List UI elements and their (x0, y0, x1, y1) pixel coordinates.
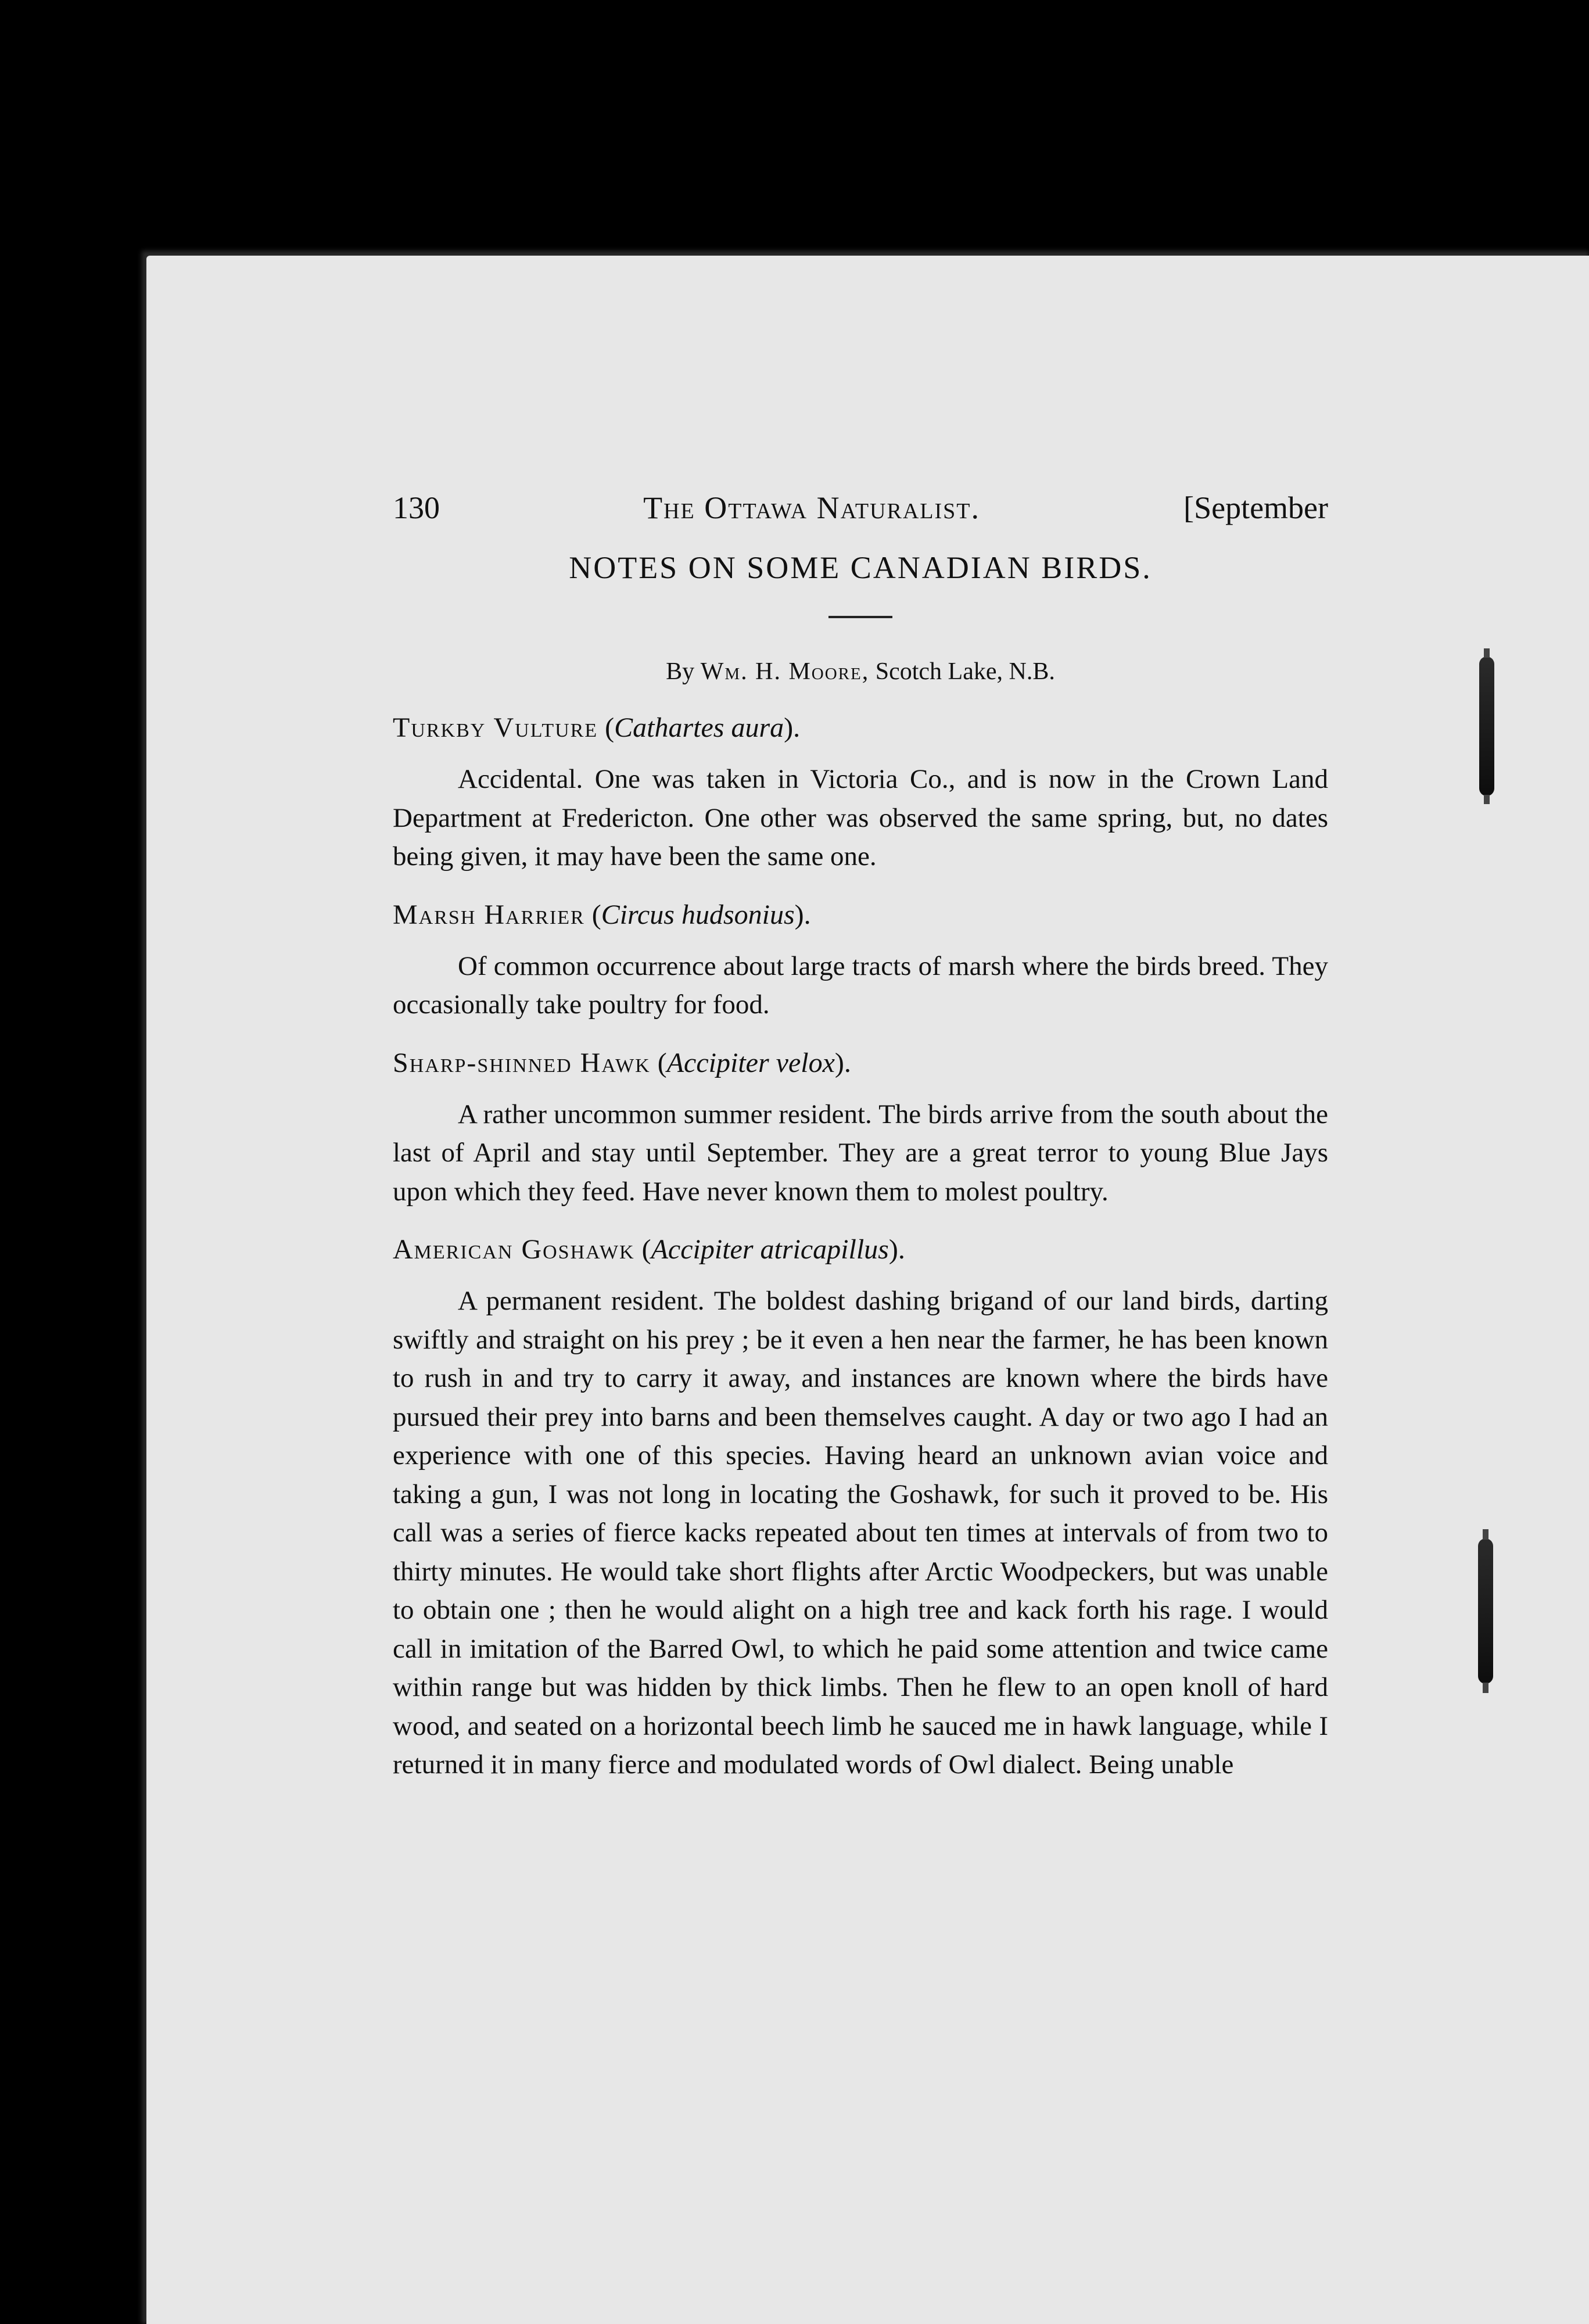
species-common-name: Marsh Harrier (393, 899, 585, 930)
author-name: Wm. H. Moore, (700, 658, 870, 685)
page-number: 130 (393, 490, 440, 525)
species-latin-name: Circus hudsonius (601, 899, 795, 930)
species-heading: Turkby Vulture (Cathartes aura). (393, 712, 801, 743)
species-heading: American Goshawk (Accipiter atricapillus). (393, 1234, 905, 1265)
species-latin-name: Accipiter atricapillus (651, 1234, 889, 1265)
article-text (393, 487, 1328, 1784)
species-latin-name: Accipiter velox (666, 1047, 835, 1078)
binder-clip-top (1479, 657, 1494, 796)
species-entries (393, 709, 1328, 1784)
species-common-name: Turkby Vulture (393, 712, 598, 743)
species-latin-name: Cathartes aura (614, 712, 784, 743)
species-paragraph: A permanent resident. The boldest dashing brigand of our land birds, darting swiftly and straight on his prey ; be it even a hen near the farmer, he has been known to rush in and try to carry it away, and instances are known where the birds have pursued their prey into barns and been themselves caught. A day or two ago I had an experience with one of this species. Having heard an unknown avian voice and taking a gun, I was not long in locating the Goshawk, for such it proved to be. His call was a series of fierce kacks repeated about ten times at intervals of from two to thirty minutes. He would take short flights after Arctic Woodpeckers, but was unable to obtain one ; then he would alight on a high tree and kack forth his rage. I would call in imitation of the Barred Owl, to which he paid some attention and twice came within range but was hidden by thick limbs. Then he flew to an open knoll of hard wood, and seated on a horizontal beech limb he sauced me in hawk language, while I returned it in many fierce and modulated words of Owl dialect. Being unable (393, 1286, 1328, 1780)
title-rule (828, 616, 892, 618)
byline-prefix: By (666, 658, 695, 685)
running-head (393, 487, 1328, 529)
species-paragraph: Of common occurrence about large tracts of marsh where the birds breed. They occasionally take poultry for food. (393, 951, 1328, 1020)
author-location: Scotch Lake, N.B. (875, 658, 1055, 685)
species-heading: Marsh Harrier (Circus hudsonius). (393, 899, 811, 930)
species-paragraph: A rather uncommon summer resident. The birds arrive from the south about the last of April and stay until September. They are a great terror to young Blue Jays upon which they feed. Have never known them to molest poultry. (393, 1099, 1328, 1207)
species-paragraph: Accidental. One was taken in Victoria Co., and is now in the Crown Land Department at Fredericton. One other was observed the same spring, but, no dates being given, it may have been the same one. (393, 764, 1328, 871)
species-common-name: American Goshawk (393, 1234, 635, 1265)
issue-month: [September (1183, 490, 1328, 525)
binder-clip-bottom (1478, 1538, 1493, 1684)
journal-title: The Ottawa Naturalist. (643, 490, 980, 525)
species-heading: Sharp-shinned Hawk (Accipiter velox). (393, 1047, 851, 1078)
species-common-name: Sharp-shinned Hawk (393, 1047, 651, 1078)
byline (393, 654, 1328, 689)
article-title: NOTES ON SOME CANADIAN BIRDS. (569, 550, 1152, 585)
